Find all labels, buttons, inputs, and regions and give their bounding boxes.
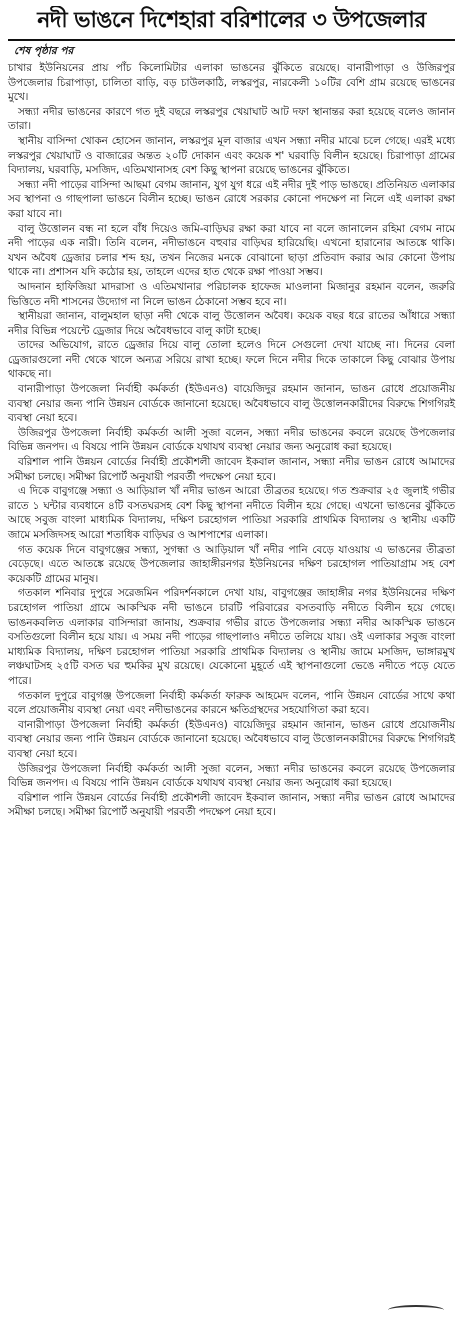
paragraph: আদনান হাফিজিয়া মাদরাসা ও এতিমখানার পরিচালক হাফেজ মাওলানা মিজানুর রহমান বলেন, জরুরি ভিত্তিতে নদী শাসনের উদ্যোগ না নিলে ভাঙন ঠেকানো সম্ভব হবে না। [8,280,455,308]
paragraph: গত কয়েক দিনে বাবুগঞ্জের সন্ধ্যা, সুগন্ধা ও আড়িয়াল খাঁ নদীর পানি বেড়ে যাওয়ায় এ ভাঙনের তীব্রতা বেড়েছে। এতে আতঙ্কে রয়েছে উপজেলার জাহাঙ্গীরনগর ইউনিয়নের দক্ষিণ চরহোগল পাতিয়াগ্রাম সহ বেশ কয়েকটি গ্রামের মানুষ। [8,543,455,585]
paragraph: স্থানীয় বাসিন্দা খোকন হোসেন জানান, লস্করপুর মূল বাজার এখন সন্ধ্যা নদীর মাঝে চলে গেছে। এরই মধ্যে লস্করপুর খেয়াঘাট ও বাজারের অন্তত ২০টি দোকান এবং কয়েক শ' ঘরবাড়ি বিলীন হয়েছে। চিরাপাড়া গ্রামের বিদ্যালয়, ঘরবাড়ি, মসজিদ, এতিমখানাসহ বেশ কিছু স্থাপনা রয়েছে ভাঙনের ঝুঁকিতে। [8,134,455,177]
paragraph: স্থানীয়রা জানান, বালুমহাল ছাড়া নদী থেকে বালু উত্তোলন অবৈধ। কয়েক বছর ধরে রাতের আঁধারে সন্ধ্যা নদীর বিভিন্ন পয়েন্টে ড্রেজার দিয়ে অবৈধভাবে বালু কাটা হচ্ছে। [8,310,455,337]
paragraph: গতকাল শনিবার দুপুরে সরেজমিন পরিদর্শনকালে দেখা যায়, বাবুগঞ্জের জাহাঙ্গীর নগর ইউনিয়নের দক্ষিণ চরহোগল পাতিয়া গ্রামে আকস্মিক নদী ভাঙনে চারটি পরিবারের বসতবাড়ি নদীতে বিলীন হয়ে গেছে। ভাঙনকবলিত এলাকার বাসিন্দারা জানায়, শুক্রবার গভীর রাতে উপজেলার সন্ধ্যা নদীর আকস্মিক ভাঙনে বসতিগুলো বিলীন হয়ে যায়। এ সময় নদী পাড়ের গাছপালাও নদীতে তলিয়ে যায়। ওই এলাকার সবুজ বাংলা মাধ্যমিক বিদ্যালয়, দক্ষিণ চরহোগল পাতিয়া সরকারি প্রাথমিক বিদ্যালয় ও স্থানীয় জামে মসজিদ, ভাঙ্গারমুখ লঞ্চঘাটসহ ২৫টি বসত ঘর হুমকির মুখ রয়েছে। যেকোনো মুহূর্তে এই স্থাপনাগুলো ভেঙে নদীতে পড়ে যেতে পারে। [8,587,456,687]
article-headline: নদী ভাঙনে দিশেহারা বরিশালের ৩ উপজেলার [37,8,426,33]
paragraph: সন্ধ্যা নদীর ভাঙনের কারণে গত দুই বছরে লস্করপুর খেয়াঘাট আট দফা স্থানান্তর করা হয়েছে বলেও জানান তারা। [8,105,455,133]
paragraph: বানারীপাড়া উপজেলা নির্বাহী কর্মকর্তা (ইউএনও) বায়েজিদুর রহমান জানান, ভাঙন রোধে প্রয়োজনীয় ব্যবস্থা নেয়ার জন্য পানি উন্নয়ন বোর্ডকে জানানো হয়েছে। অবৈধভাবে বালু উত্তোলনকারীদের বিরুদ্ধে শিগগিরই ব্যবস্থা নেয়া হবে। [8,718,455,760]
headline-divider [8,39,455,41]
paragraph: উজিরপুর উপজেলা নির্বাহী কর্মকর্তা আলী সুজা বলেন, সন্ধ্যা নদীর ভাঙনের কবলে রয়েছে উপজেলার বিভিন্ন জনপদ। এ বিষয়ে পানি উন্নয়ন বোর্ডকে যথাযথ ব্যবস্থা নেয়ার জন্য অনুরোধ করা হয়েছে। [8,426,455,454]
clipping-edge-mark [388,1305,444,1315]
paragraph: বালু উত্তোলন বন্ধ না হলে বাঁধ দিয়েও জমি-বাড়িঘর রক্ষা করা যাবে না বলে জানালেন রহিমা বেগম নামে নদী পাড়ের এক নারী। তিনি বলেন, নদীভাঙনে বহুবার বাড়িঘর হারিয়েছি। এখনো হারানোর আতঙ্কে থাকি। যখন অবৈধ ড্রেজার চলার শব্দ হয়, তখন নিজের মনকে বোঝানো ছাড়া প্রতিবাদ করার আর কোনো উপায় থাকে না। প্রশাসন যদি কঠোর হয়, তাহলে এদের হাত থেকে রক্ষা পাওয়া সম্ভব। [8,222,455,279]
continuation-note: শেষ পৃষ্ঠার পর [14,45,74,57]
paragraph: চাখার ইউনিয়নের প্রায় পাঁচ কিলোমিটার এলাকা ভাঙনের ঝুঁকিতে রয়েছে। বানারীপাড়া ও উজিরপুর উপজেলার চিরাপাড়া, চালিতা বাড়ি, বড় চাউলকাঠি, লস্করপুর, নারকেলী ১০টির বেশি গ্রাম রয়েছে ভাঙনের মুখে। [8,62,455,104]
paragraph: তাদের অভিযোগ, রাতে ড্রেজার দিয়ে বালু তোলা হলেও দিনে সেগুলো দেখা যাচ্ছে না। দিনের বেলা ড্রেজারগুলো নদী থেকে খালে অন্যত্র সরিয়ে রাখা হচ্ছে। ফলে দিনে নদীর দিকে তাকালে কিছু বোঝার উপায় থাকছে না। [8,339,455,381]
paragraph: উজিরপুর উপজেলা নির্বাহী কর্মকর্তা আলী সুজা বলেন, সন্ধ্যা নদীর ভাঙনের কবলে রয়েছে উপজেলার বিভিন্ন জনপদ। এ বিষয়ে পানি উন্নয়ন বোর্ডকে যথাযথ ব্যবস্থা নেয়ার জন্য অনুরোধ করা হয়েছে। [8,762,455,790]
paragraph: বানারীপাড়া উপজেলা নির্বাহী কর্মকর্তা (ইউএনও) বায়েজিদুর রহমান জানান, ভাঙন রোধে প্রয়োজনীয় ব্যবস্থা নেয়ার জন্য পানি উন্নয়ন বোর্ডকে জানানো হয়েছে। অবৈধভাবে বালু উত্তোলনকারীদের বিরুদ্ধে শিগগিরই ব্যবস্থা নেয়া হবে। [8,383,455,425]
paragraph: বরিশাল পানি উন্নয়ন বোর্ডের নির্বাহী প্রকৌশলী জাবেদ ইকবাল জানান, সন্ধ্যা নদীর ভাঙন রোধে আমাদের সমীক্ষা চলছে। সমীক্ষা রিপোর্ট অনুযায়ী পরবর্তী পদক্ষেপ নেয়া হবে। [8,456,455,483]
article-body [8,61,455,820]
paragraph: এ দিকে বাবুগঞ্জে সন্ধ্যা ও আড়িয়াল খাঁ নদীর ভাঙন আরো তীব্রতর হয়েছে। গত শুক্রবার ২৫ জুলাই গভীর রাতে ১ ঘন্টার ব্যবধানে ৪টি বসতঘরসহ বেশ কিছু স্থাপনা নদীতে বিলীন হয়ে গেছে। এখনো ভাঙনের ঝুঁকিতে আছে সবুজ বাংলা মাধ্যমিক বিদ্যালয়, দক্ষিণ চরহোগল পাতিয়া সরকারি প্রাথমিক বিদ্যালয় ও স্থানীয় একটি জামে মসজিদসহ আরো শতাধিক বাড়িঘর ও আশপাশের এলাকা। [8,485,455,541]
paragraph: সন্ধ্যা নদী পাড়ের বাসিন্দা আছমা বেগম জানান, যুগ যুগ ধরে এই নদীর দুই পাড় ভাঙছে। প্রতিনিয়ত এলাকার সব স্থাপনা ও গাছপালা ভাঙনে বিলীন হচ্ছে। ভাঙন রোধে সরকার কোনো পদক্ষেপ না নিলে এই এলাকা রক্ষা করা যাবে না। [8,178,455,220]
paragraph: বরিশাল পানি উন্নয়ন বোর্ডের নির্বাহী প্রকৌশলী জাবেদ ইকবাল জানান, সন্ধ্যা নদীর ভাঙন রোধে আমাদের সমীক্ষা চলছে। সমীক্ষা রিপোর্ট অনুযায়ী পরবর্তী পদক্ষেপ নেয়া হবে। [8,791,455,819]
paragraph: গতকাল দুপুরে বাবুগঞ্জ উপজেলা নির্বাহী কর্মকর্তা ফারুক আহমেদ বলেন, পানি উন্নয়ন বোর্ডের সাথে কথা বলে প্রয়োজনীয় ব্যবস্থা নেয়া এবং নদীভাঙনের কারনে ক্ষতিগ্রস্থদের সহযোগিতা করা হবে। [8,689,455,717]
